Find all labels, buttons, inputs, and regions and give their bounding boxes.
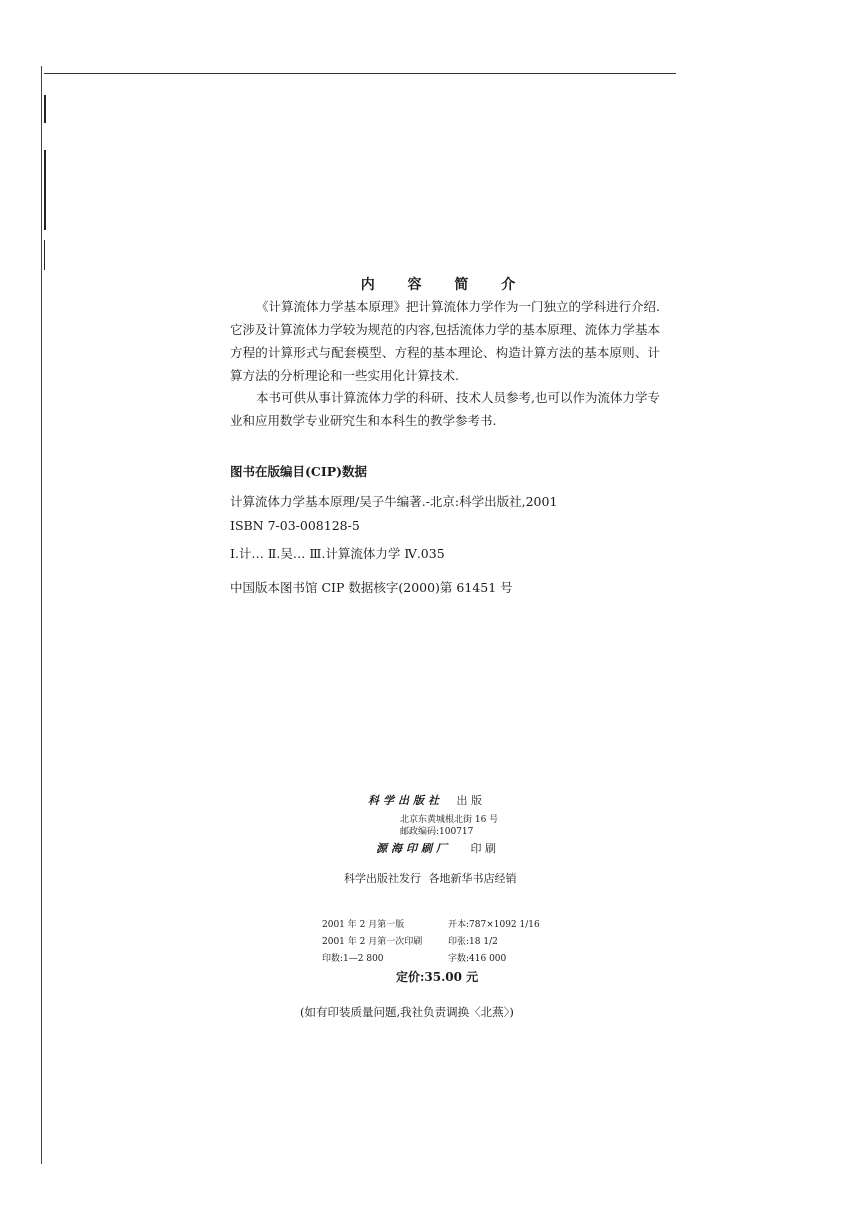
quality-note: (如有印装质量问题,我社负责调换〈北燕〉) (300, 1005, 514, 1019)
spec-format: 开本:787×1092 1/16 (448, 920, 540, 930)
left-margin-rule (41, 66, 42, 1164)
publisher-line (368, 792, 482, 808)
edge-mark (44, 95, 46, 123)
distribution-note: 各地新华书店经销 (428, 872, 517, 885)
summary-paragraph-1-text: 《计算流体力学基本原理》把计算流体力学作为一门独立的学科进行介绍.它涉及计算流体力学较为规范的内容,包括流体力学的基本原理、流体力学基本方程的计算形式与配套模型、方程的基本理论、构造计算方法的基本原则、计算方法的分析理论和一些实用化计算技术. (230, 299, 660, 383)
printer-name: 源海印刷厂 (376, 842, 451, 855)
publisher-name: 科学出版社 (368, 794, 443, 807)
summary-paragraph-2-text: 本书可供从事计算流体力学的科研、技术人员参考,也可以作为流体力学专业和应用数学专业研究生和本科生的教学参考书. (230, 390, 660, 428)
summary-paragraph-1 (230, 295, 660, 387)
summary-paragraph-2 (230, 386, 660, 432)
printer-line (376, 840, 496, 856)
cip-heading: 图书在版编目(CIP)数据 (230, 464, 368, 479)
cip-line-classification: Ⅰ.计… Ⅱ.吴… Ⅲ.计算流体力学 Ⅳ.035 (230, 546, 445, 561)
publish-role: 出 版 (456, 794, 482, 807)
cip-line-title: 计算流体力学基本原理/吴子牛编著.-北京:科学出版社,2001 (230, 494, 558, 509)
cip-line-isbn: ISBN 7-03-008128-5 (230, 518, 360, 533)
cip-line-record: 中国版本图书馆 CIP 数据核字(2000)第 61451 号 (230, 580, 513, 595)
price: 定价:35.00 元 (396, 970, 479, 984)
top-rule (44, 73, 676, 74)
spec-printing: 2001 年 2 月第一次印刷 (322, 937, 423, 947)
publisher-address: 北京东黄城根北街 16 号 (400, 815, 499, 825)
spec-print-run: 印数:1—2 800 (322, 954, 384, 964)
spec-edition: 2001 年 2 月第一版 (322, 920, 405, 930)
distribution-line (344, 870, 517, 886)
print-role: 印 刷 (470, 842, 496, 855)
summary-heading: 内 容 简 介 (360, 277, 530, 293)
distributor: 科学出版社发行 (344, 872, 421, 885)
spec-word-count: 字数:416 000 (448, 954, 507, 964)
edge-mark (44, 240, 45, 270)
spec-sheets: 印张:18 1/2 (448, 937, 498, 947)
edge-mark (44, 150, 46, 230)
publisher-postcode: 邮政编码:100717 (400, 827, 474, 837)
